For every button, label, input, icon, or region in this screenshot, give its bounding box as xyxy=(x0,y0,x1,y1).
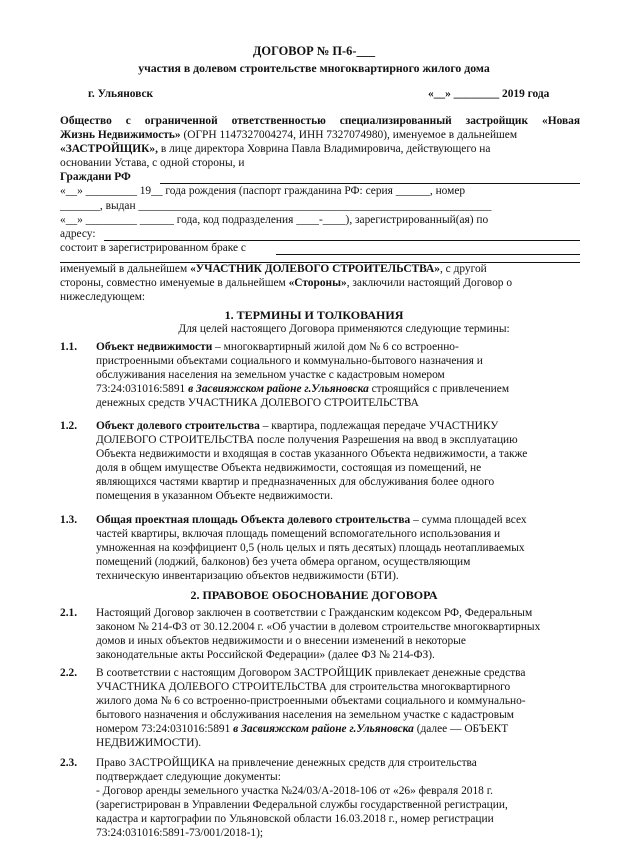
preamble-line xyxy=(60,142,490,156)
clause-line xyxy=(96,340,459,354)
clause-line xyxy=(96,419,498,433)
clause-line: денежных средств УЧАСТНИКА ДОЛЕВОГО СТРОИТЕЛЬСТВА xyxy=(96,397,419,409)
section1-heading: 1. ТЕРМИНЫ И ТОЛКОВАНИЯ xyxy=(224,308,404,322)
preamble-line: «__» _________ ______ года, код подразделения ____-____), зарегистрированный(ая) по xyxy=(60,214,489,226)
developer-label: «ЗАСТРОЙЩИК», xyxy=(60,143,158,155)
clause-number: 1.3. xyxy=(60,514,78,526)
parties-intro: стороны, совместно именуемые в дальнейшем xyxy=(60,277,286,289)
clause-line: УЧАСТНИКА ДОЛЕВОГО СТРОИТЕЛЬСТВА для строительства многоквартирного xyxy=(96,681,511,693)
parties-tail: , заключили настоящий Договор о xyxy=(346,277,513,289)
term-text: – многоквартирный жилой дом № 6 со встроенно- xyxy=(215,341,459,353)
director-text: в лице директора Ховрина Павла Владимировича, действующего на xyxy=(160,143,491,155)
preamble-line xyxy=(60,262,487,276)
clause-line: жилого дома № 6 со встроенно-пристроенными объектами социального и коммунально- xyxy=(96,695,526,707)
term-name: Общая проектная площадь Объекта долевого строительства xyxy=(96,514,411,526)
parties-label: «Стороны» xyxy=(288,277,347,289)
district-name: в Засвияжском районе г.Ульяновска xyxy=(233,723,414,735)
preamble-line xyxy=(60,128,517,142)
company-ids: (ОГРН 1147327004274, ИНН 7327074980), именуемое в дальнейшем xyxy=(183,129,518,141)
contract-subtitle: участия в долевом строительстве многоквартирного жилого дома xyxy=(138,61,490,75)
term-text: – сумма площадей всех xyxy=(413,514,527,526)
participant-intro: именуемый в дальнейшем xyxy=(60,263,188,275)
term-text: – квартира, подлежащая передаче УЧАСТНИКУ xyxy=(262,420,499,432)
clause-line: доля в общем имуществе Объекта недвижимости, состоящая из помещений, не xyxy=(96,462,482,474)
clause-line: (зарегистрирован в Управлении Федеральной службы государственной регистрации, xyxy=(96,799,508,811)
preamble-line: основании Устава, с одной стороны, и xyxy=(60,157,245,169)
clause-line: бытового назначения и обслуживания населения на земельном участке с кадастровым xyxy=(96,709,514,721)
clause-line: подтверждает следующие документы: xyxy=(96,771,281,783)
clause-number: 2.2. xyxy=(60,667,78,679)
clause-line: Настоящий Договор заключен в соответствии с Гражданским кодексом РФ, Федеральным xyxy=(96,607,533,619)
term-name: Объект долевого строительства xyxy=(96,420,260,432)
clause-line: 73:24:031016:5891-73/001/2018-1); xyxy=(96,827,264,839)
clause-line: помещения в указанном Объекте недвижимости. xyxy=(96,490,333,502)
clause-number: 2.1. xyxy=(60,607,78,619)
clause-line: законодательные акты Российской Федерации» (далее ФЗ № 214-ФЗ). xyxy=(96,649,435,661)
participant-tail: , с другой xyxy=(439,263,487,275)
term-name: Объект недвижимости xyxy=(96,341,213,353)
clause-line: законом № 214-ФЗ от 30.12.2004 г. «Об участии в долевом строительстве многоквартирных xyxy=(96,621,541,633)
clause-text: строящийся с привлечением xyxy=(371,383,510,395)
cadastral-number: номером 73:24:031016:5891 xyxy=(96,723,231,735)
clause-line: Право ЗАСТРОЙЩИКА на привлечение денежных средств для строительства xyxy=(96,757,477,769)
preamble-line: адресу: xyxy=(60,228,96,240)
spouse-line xyxy=(276,254,580,255)
cadastral-number: 73:24:031016:5891 xyxy=(96,383,186,395)
clause-number: 2.3. xyxy=(60,757,78,769)
clause-line: ДОЛЕВОГО СТРОИТЕЛЬСТВА после получения Разрешения на ввод в эксплуатацию xyxy=(96,434,518,446)
clause-line: умноженная на коэффициент 0,5 (ноль целых и пять десятых) площадь неотапливаемых xyxy=(96,542,525,554)
clause-number: 1.2. xyxy=(60,420,78,432)
company-name: Жизнь Недвижимость» xyxy=(60,129,181,141)
clause-line: помещений (лоджий, балконов) без учета обмера органом, осуществляющим xyxy=(96,556,471,568)
participant-label: «УЧАСТНИК ДОЛЕВОГО СТРОИТЕЛЬСТВА» xyxy=(190,263,440,275)
clause-line: домов и иных объектов недвижимости и о внесении изменений в некоторые xyxy=(96,635,466,647)
clause-line: - Договор аренды земельного участка №24/03/А-2018-106 от «26» февраля 2018 г. xyxy=(96,785,493,797)
contract-title: ДОГОВОР № П-6-___ xyxy=(252,44,376,58)
preamble-line: нижеследующем: xyxy=(60,291,146,303)
clause-line xyxy=(96,513,527,527)
preamble-line: _______, выдан ______________________________________________________________ xyxy=(60,200,492,212)
preamble-line xyxy=(60,276,512,290)
clause-line xyxy=(96,382,509,396)
clause-line: В соответствии с настоящим Договором ЗАСТРОЙЩИК привлекает денежные средства xyxy=(96,667,526,679)
clause-line: обслуживания населения на земельном участке с кадастровым номером xyxy=(96,369,445,381)
clause-line: частей квартиры, включая площадь помещений вспомогательного использования и xyxy=(96,528,501,540)
clause-line: являющихся частями квартир и предназначенных для обслуживания более одного xyxy=(96,476,495,488)
preamble-line: «__» _________ 19__ года рождения (паспорт гражданина РФ: серия ______, номер xyxy=(60,185,466,197)
clause-line: пристроенными объектами социального и коммунально-бытового назначения и xyxy=(96,355,483,367)
clause-line: НЕДВИЖИМОСТИ). xyxy=(96,737,202,749)
clause-line: кадастра и картографии по Ульяновской области 16.03.2018 г., номер регистрации xyxy=(96,813,494,825)
contract-city: г. Ульяновск xyxy=(88,88,154,100)
preamble-line: состоит в зарегистрированном браке с xyxy=(60,242,246,254)
clause-number: 1.1. xyxy=(60,341,78,353)
district-name: в Засвияжском районе г.Ульяновска xyxy=(188,383,369,395)
contract-date: «__» ________ 2019 года xyxy=(428,88,550,100)
clause-line: техническую инвентаризацию объектов недвижимости (БТИ). xyxy=(96,570,399,582)
clause-line xyxy=(96,722,508,736)
clause-line: Объекта недвижимости и входящая в состав указанного Объекта недвижимости, а также xyxy=(96,448,528,460)
citizen-label: Граждани РФ xyxy=(60,171,131,183)
preamble-line: Общество с ограниченной ответственностью специализированный застройщик «Новая xyxy=(60,115,580,127)
section2-heading: 2. ПРАВОВОЕ ОБОСНОВАНИЕ ДОГОВОРА xyxy=(190,588,438,602)
clause-text: (далее — ОБЪЕКТ xyxy=(416,723,509,735)
section1-intro: Для целей настоящего Договора применяются следующие термины: xyxy=(178,323,510,335)
